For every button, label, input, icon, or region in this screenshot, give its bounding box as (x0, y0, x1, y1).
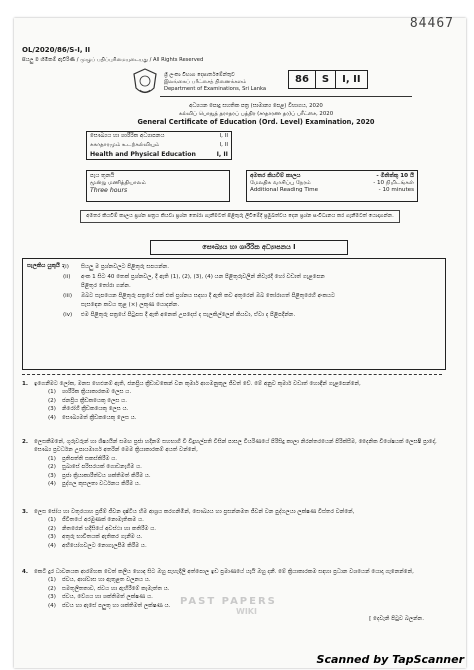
instruction-item (63, 263, 439, 273)
instructions-list (63, 263, 439, 321)
option-number: (3) (48, 534, 56, 541)
answer-option (48, 463, 442, 471)
answer-option (48, 525, 442, 533)
reading-row-ta (250, 180, 414, 187)
handwritten-serial-number: 84467 (409, 16, 454, 31)
question-options (48, 455, 442, 489)
reading-time-box (246, 170, 418, 202)
option-number: (4) (48, 542, 56, 549)
option-text: ජවය, ආශ්වාස හා ඇතුළත වලනය ය. (62, 577, 151, 584)
question-stem: ලෙසකීමනේ, ගුරුවරුන් හා ශිෂ්‍යයින් සමඟ ප්‍රජා හදිනම් සහභාගි වී විදුහල්පති වීසින් පාසල වියරිණයේ පිරිසිදු කාලා නිරන්තරයෙන් පිරික්සීම, දෛනික විශේෂයක් ලෙසෂී ප්‍රාදේ, සෞඛ්‍ය ප්‍රවර්ධන උපායමාර්ග අතරින් මෙම ක්‍රියාකාරකම් අයත් වන්නේ, (34, 439, 437, 454)
duration-ta: மூன்று மணித்தியாலம் (90, 180, 146, 186)
option-number: (2) (48, 397, 56, 404)
rights-notice: සියලු ම හිමිකම් ඇවිරිණි / முழுப் பதிப்புரிமையுடையது / All Rights Reserved (22, 57, 204, 63)
duration-box (86, 170, 230, 202)
instruction-item (63, 301, 439, 311)
answer-option (48, 455, 442, 463)
watermark-logo: PAST PAPERS (180, 596, 277, 607)
subject-code-parts: I, II (342, 74, 361, 85)
option-number: (4) (48, 414, 56, 421)
option-text: අභියෝගවලට නොගැලපීම කිරීම ය. (62, 542, 147, 549)
department-si: ශ්‍රී ලංකා විභාග දෙපාර්තමේන්තුව (164, 72, 235, 78)
reading-label-en: Additional Reading Time (250, 187, 319, 194)
option-text: පුද්ගල කුසලතා වර්ධනය කිරීම ය. (62, 481, 141, 488)
question-stem: ලෙස ජෝය හා වතුරයාහ ප්‍රජීම් ජීවන දෘෂ්ටිය හිම ආශ්‍රය කරගනිමින්, සෞඛ්‍යය හා ප්‍රසන්නමත ජීවන් වන පුද්ගලයා ලක්ෂණ විස්තර වන්නේ, (34, 509, 355, 515)
paper-title: සෞඛ්‍යය හා ශාරීරික අධ්‍යාපනය I (150, 240, 348, 255)
instruction-text: සැසඳෙන කවය තුළ (×) ලකුණ යොදන්න. (81, 302, 180, 309)
subject-en-part: I, II (216, 151, 228, 158)
question-stem: කෙටි දුර ධාවනයක ආරම්භක වෙත් කලිය හොඳ සිට ඔහු පැහැදිලි අත්පොල ඉඩ ප්‍රමාණයේ යැයි ඔහු දනී. මේ ක්‍රියාකාරකම සඳහා ප්‍රධාන වශයෙන් යොදා ගැනෙන්නේ, (34, 569, 414, 575)
option-text: ජීවිතයේ අරමුණක් නොමැතිකම ය. (62, 517, 144, 524)
option-number: (2) (48, 585, 56, 592)
question-options (48, 388, 442, 422)
question-1 (22, 380, 442, 422)
instruction-item (63, 273, 439, 283)
option-number: (1) (48, 455, 56, 462)
instruction-item (63, 311, 439, 321)
instruction-number: (i) (63, 264, 69, 270)
option-number: (3) (48, 406, 56, 413)
paper-code: OL/2020/86/S-I, II (22, 46, 91, 54)
option-number: (1) (48, 517, 56, 524)
department-en: Department of Examinations, Sri Lanka (164, 86, 267, 92)
reading-time-notice: අමතර කියවීම් කාලය ප්‍රශ්න පත්‍රය කියවා ප්‍රශ්න තෝරා ගැනීමටත් පිළිතුරු ලිවීමේදී ප්‍රමුඛත්වය දෙන ප්‍රශ්න සංවිධානය කර ගැනීමටත් යොදාගන්න. (80, 210, 400, 223)
department-emblem-icon (132, 68, 158, 98)
question-number: 1. (22, 381, 29, 387)
instruction-text: ඔබට සැපයෙන පිළිතුරු පත්‍රයේ එක් එක් ප්‍රශ්නය සඳහා දී ඇති කව අතුරෙන් ඔබ තෝරාගත් පිළිතුරෙහි අංකයට (81, 292, 336, 299)
subject-code-letter: S (316, 71, 336, 88)
exam-title-si: අධ්‍යයන පොදු සහතික පත්‍ර (සාමාන්‍ය පෙළ) විභාගය, 2020 (189, 103, 323, 109)
option-number: (1) (48, 389, 56, 396)
department-ta: இலங்கைப் பரீட்சைத் திணைக்களம் (164, 79, 247, 85)
option-text: ශාරීරික ක්‍රියාකාරකම ලෙස ය. (62, 389, 132, 396)
instruction-number: (iii) (63, 292, 73, 299)
reading-value-en: - 10 minutes (378, 187, 414, 194)
option-text: සෞඛ්‍යමත් ක්‍රීඩකයෙකු ලෙස ය. (62, 414, 137, 421)
subject-ta-part: I, II (219, 142, 228, 148)
subject-row-ta (87, 141, 231, 150)
duration-si: පැය තුනයි (90, 173, 115, 179)
question-divider (22, 374, 442, 375)
option-number: (3) (48, 594, 56, 601)
answer-option (48, 516, 442, 524)
exam-title-block (96, 102, 416, 126)
scanner-caption: Scanned by TapScanner (316, 653, 464, 666)
question-number: 4. (22, 569, 29, 575)
reading-row-en (250, 187, 414, 194)
question-stem: ඉගෙනීමට ලෝක, මනස හෙළුනම් ඇති, ජනප්‍රිය ක්‍රීඩාවකෙන් වන කුමාර් ආගමනුකූල ජීවත් වේ. මේ අනුව කුමාර් වඩාත් හොඳින් ගැළපෙන්නේ, (34, 381, 361, 387)
answer-option (48, 585, 442, 593)
option-text: සමතුලිතතාව, ජවය හා ඇහිරීමේ කැමැත්ත ය. (62, 585, 170, 592)
subject-code-box (288, 70, 368, 89)
answer-option (48, 397, 442, 405)
exam-title-ta: கல்விப் பொதுத் தராதரப் பத்திர (சாதாரண தர)ப் பரீட்சை, 2020 (178, 111, 334, 117)
header-divider (160, 96, 412, 97)
question-options (48, 516, 442, 550)
subject-box (86, 131, 232, 160)
answer-option (48, 414, 442, 422)
option-number: (4) (48, 481, 56, 488)
subject-row-si (87, 132, 231, 141)
instruction-text: සියලු ම ප්‍රශ්නවලට පිළිතුරු සපයන්න. (81, 264, 170, 270)
option-number: (2) (48, 525, 56, 532)
question-2 (22, 438, 442, 488)
exam-title-en: General Certificate of Education (Ord. Level) Examination, 2020 (137, 118, 375, 126)
answer-option (48, 480, 442, 488)
option-text: අතුරු භාවිතයක් ඇතිකර ගැනීම ය. (62, 534, 143, 541)
subject-ta: சுகாதாரமும் உடற்கல்வியும் (90, 142, 160, 148)
turn-over-note: [ දෙවැනි පිටුව බලන්න. (369, 616, 424, 622)
answer-option (48, 472, 442, 480)
instruction-item (63, 292, 439, 302)
instruction-number (63, 282, 81, 291)
option-number: (4) (48, 602, 56, 609)
answer-option (48, 533, 442, 541)
subject-si: සෞඛ්‍යය හා ශාරීරික අධ්‍යාපනය (90, 133, 165, 139)
reading-label-ta: மேலதிக வாசிப்பு நேரம் (250, 180, 311, 187)
duration-en: Three hours (90, 187, 128, 194)
question-number: 3. (22, 509, 29, 515)
reading-value-si: - මිනිත්තු 10 යි (376, 173, 414, 179)
department-block (164, 72, 274, 93)
answer-option (48, 542, 442, 550)
option-text: ජවය, වේගය හා ශක්තිමත් ලක්ෂණ ය. (62, 594, 153, 601)
option-text: ජවය හා ඇසේ පලුතු හා ශක්තිමත් ලක්ෂණ ය. (62, 602, 171, 609)
option-text: ප්‍රජා ක්‍රියාකාරීත්වය ශක්තිමත් කිරීම ය. (62, 472, 151, 479)
instruction-item (63, 282, 439, 292)
option-text: නිරෝගී ක්‍රීඩකයෙකු ලෙස ය. (62, 406, 129, 413)
option-text: ප්‍රතිපත්ති සකස්කිරීම ය. (62, 455, 118, 462)
answer-option (48, 388, 442, 396)
instructions-heading: සැලකිය යුතුයි : (27, 263, 65, 269)
instruction-number: (ii) (63, 273, 71, 280)
watermark-subtext: WIKI (236, 607, 257, 616)
subject-si-part: I, II (219, 133, 228, 139)
reading-value-ta: - 10 நிமிடங்கள் (373, 180, 414, 187)
instruction-text: පිළිතුර තෝරා ගන්න. (81, 283, 131, 290)
answer-option (48, 576, 442, 584)
option-text: නිතරෙන් හදිසියේ අවස්ථා හා කතිරීම ය. (62, 525, 157, 532)
instructions-box (22, 258, 446, 370)
reading-label-si: අමතර කියවීම් කාලය (250, 173, 301, 179)
option-number: (1) (48, 577, 56, 584)
subject-row-en (87, 150, 231, 159)
answer-option (48, 405, 442, 413)
instruction-number: (iv) (63, 311, 73, 318)
instruction-text: එම පිළිතුරු පත්‍රයේ පිටුපස දී ඇති අනෙක් උපදෙස් ද සැලකිල්ලෙන් කියවා, ඒවා ද පිළිපදින්න. (81, 311, 296, 318)
question-3 (22, 508, 442, 550)
option-number: (3) (48, 472, 56, 479)
option-text: ජනප්‍රිය ක්‍රීඩකයෙකු ලෙස ය. (62, 397, 127, 404)
instruction-number (63, 301, 81, 310)
option-number: (2) (48, 464, 56, 471)
option-text: සුඛාසේ පරිසරයක් ගොඩනැගීම ය. (62, 464, 142, 471)
subject-en: Health and Physical Education (90, 151, 196, 158)
instruction-text: අංක 1 සිට 40 තෙක් ප්‍රශ්නවල, දී ඇති (1), (2), (3), (4) යන පිළිතුරුවලින් නිවැරදි හෝ වඩාත් ගැළපෙන (81, 273, 325, 280)
subject-code-number: 86 (289, 71, 316, 88)
question-number: 2. (22, 439, 29, 445)
